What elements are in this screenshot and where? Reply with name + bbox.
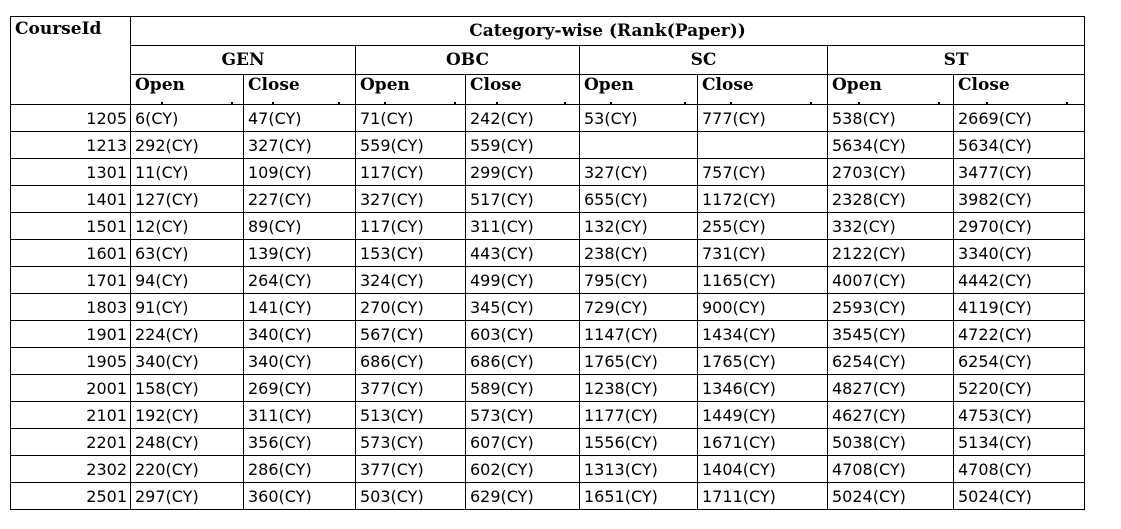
subheader-close: [698, 75, 828, 105]
rank-cell-sc-open: 1556(CY): [580, 429, 698, 456]
rank-cell-gen-open: 340(CY): [131, 348, 244, 375]
subheader-close: [466, 75, 580, 105]
rank-cell-st-open: 2122(CY): [828, 240, 954, 267]
rank-cell-st-open: 3545(CY): [828, 321, 954, 348]
rank-cell-obc-open: 117(CY): [356, 159, 466, 186]
rank-cell-st-open: 5024(CY): [828, 483, 954, 510]
rank-cell-gen-open: 91(CY): [131, 294, 244, 321]
rank-cell-sc-open: 1765(CY): [580, 348, 698, 375]
rank-cell-obc-close: 311(CY): [466, 213, 580, 240]
rank-cell-obc-close: 607(CY): [466, 429, 580, 456]
rank-cell-gen-open: 158(CY): [131, 375, 244, 402]
rank-cell-obc-open: 71(CY): [356, 105, 466, 132]
rank-cell-st-close: 3477(CY): [954, 159, 1085, 186]
rank-cell-sc-open: 1238(CY): [580, 375, 698, 402]
rank-cell-sc-open: 1313(CY): [580, 456, 698, 483]
subheader-close: [244, 75, 356, 105]
rank-cell-gen-close: 340(CY): [244, 348, 356, 375]
table-row: [11, 483, 1085, 510]
rank-cell-obc-open: 270(CY): [356, 294, 466, 321]
rank-cell-obc-open: 377(CY): [356, 456, 466, 483]
rank-cell-st-close: 2669(CY): [954, 105, 1085, 132]
rank-cell-sc-close: 1434(CY): [698, 321, 828, 348]
rank-cell-gen-close: 356(CY): [244, 429, 356, 456]
course-id-cell: 1205: [11, 105, 131, 132]
rank-cell-sc-close: [698, 132, 828, 159]
rank-cell-st-close: 3340(CY): [954, 240, 1085, 267]
rank-cell-sc-close: 731(CY): [698, 240, 828, 267]
table-row: [11, 375, 1085, 402]
table-row: [11, 429, 1085, 456]
rank-cell-sc-open: 1147(CY): [580, 321, 698, 348]
rank-cell-gen-open: 11(CY): [131, 159, 244, 186]
subheader-label: Open: [584, 75, 634, 95]
rank-cell-sc-close: 757(CY): [698, 159, 828, 186]
subheader-label: Close: [470, 75, 522, 95]
rank-cell-obc-close: 589(CY): [466, 375, 580, 402]
rank-cell-st-close: 5134(CY): [954, 429, 1085, 456]
rank-cell-obc-close: 242(CY): [466, 105, 580, 132]
rank-cell-gen-open: 220(CY): [131, 456, 244, 483]
course-id-cell: 1501: [11, 213, 131, 240]
table-row: [11, 456, 1085, 483]
rank-cell-st-close: 5220(CY): [954, 375, 1085, 402]
rank-cell-st-close: 2970(CY): [954, 213, 1085, 240]
document-page: [10, 16, 1085, 510]
rank-cell-gen-close: 311(CY): [244, 402, 356, 429]
rank-cell-sc-open: 327(CY): [580, 159, 698, 186]
table-row: [11, 159, 1085, 186]
rank-cell-obc-close: 517(CY): [466, 186, 580, 213]
rank-cell-st-close: 6254(CY): [954, 348, 1085, 375]
rank-cell-st-close: 4722(CY): [954, 321, 1085, 348]
rank-cell-sc-close: 255(CY): [698, 213, 828, 240]
rank-cell-gen-close: 340(CY): [244, 321, 356, 348]
rank-cell-st-open: 332(CY): [828, 213, 954, 240]
table-row: [11, 132, 1085, 159]
rank-cell-st-open: 4827(CY): [828, 375, 954, 402]
rank-cell-st-close: 4119(CY): [954, 294, 1085, 321]
subheader-label: Close: [958, 75, 1010, 95]
rank-cell-obc-close: 629(CY): [466, 483, 580, 510]
rank-cell-obc-close: 345(CY): [466, 294, 580, 321]
rank-cell-st-close: 4442(CY): [954, 267, 1085, 294]
table-row: [11, 186, 1085, 213]
rank-cell-obc-open: 153(CY): [356, 240, 466, 267]
rank-cell-gen-close: 286(CY): [244, 456, 356, 483]
subheader-open: [828, 75, 954, 105]
rank-cell-st-close: 4753(CY): [954, 402, 1085, 429]
rank-cell-st-open: 2593(CY): [828, 294, 954, 321]
rank-table: [10, 16, 1085, 510]
rank-cell-obc-close: 602(CY): [466, 456, 580, 483]
rank-cell-gen-open: 6(CY): [131, 105, 244, 132]
course-id-cell: 1601: [11, 240, 131, 267]
rank-cell-sc-open: 53(CY): [580, 105, 698, 132]
subheader-label: Close: [248, 75, 300, 95]
category-header-gen: GEN: [131, 46, 356, 75]
rank-cell-obc-close: 499(CY): [466, 267, 580, 294]
rank-cell-st-open: 4708(CY): [828, 456, 954, 483]
rank-cell-sc-close: 900(CY): [698, 294, 828, 321]
rank-cell-sc-open: [580, 132, 698, 159]
rank-cell-gen-close: 269(CY): [244, 375, 356, 402]
courseid-header: CourseId: [11, 17, 131, 105]
rank-cell-obc-open: 573(CY): [356, 429, 466, 456]
table-row: [11, 105, 1085, 132]
course-id-cell: 1213: [11, 132, 131, 159]
rank-cell-gen-close: 139(CY): [244, 240, 356, 267]
rank-cell-obc-open: 686(CY): [356, 348, 466, 375]
rank-cell-st-close: 5634(CY): [954, 132, 1085, 159]
course-id-cell: 2201: [11, 429, 131, 456]
subheader-close: [954, 75, 1085, 105]
subheader-label: Close: [702, 75, 754, 95]
category-group-header: Category-wise (Rank(Paper)): [131, 17, 1085, 46]
rank-cell-sc-open: 1177(CY): [580, 402, 698, 429]
rank-cell-gen-close: 264(CY): [244, 267, 356, 294]
rank-cell-gen-open: 224(CY): [131, 321, 244, 348]
table-row: [11, 294, 1085, 321]
course-id-cell: 2001: [11, 375, 131, 402]
subheader-open: [580, 75, 698, 105]
rank-cell-sc-close: 1711(CY): [698, 483, 828, 510]
course-id-cell: 1905: [11, 348, 131, 375]
rank-cell-sc-close: 777(CY): [698, 105, 828, 132]
table-row: [11, 321, 1085, 348]
header-row-open-close: [11, 75, 1085, 105]
rank-cell-st-open: 4007(CY): [828, 267, 954, 294]
rank-cell-gen-close: 109(CY): [244, 159, 356, 186]
table-row: [11, 267, 1085, 294]
course-id-cell: 1301: [11, 159, 131, 186]
table-row: [11, 213, 1085, 240]
rank-cell-sc-close: 1449(CY): [698, 402, 828, 429]
rank-cell-gen-open: 192(CY): [131, 402, 244, 429]
table-row: [11, 348, 1085, 375]
rank-cell-obc-close: 443(CY): [466, 240, 580, 267]
rank-cell-gen-open: 12(CY): [131, 213, 244, 240]
table-row: [11, 240, 1085, 267]
rank-cell-gen-open: 292(CY): [131, 132, 244, 159]
rank-cell-obc-open: 567(CY): [356, 321, 466, 348]
rank-cell-gen-open: 127(CY): [131, 186, 244, 213]
rank-cell-sc-open: 238(CY): [580, 240, 698, 267]
table-row: [11, 402, 1085, 429]
rank-cell-st-open: 5038(CY): [828, 429, 954, 456]
subheader-label: Open: [135, 75, 185, 95]
rank-cell-gen-close: 327(CY): [244, 132, 356, 159]
course-id-cell: 1803: [11, 294, 131, 321]
rank-cell-obc-open: 327(CY): [356, 186, 466, 213]
rank-cell-obc-close: 686(CY): [466, 348, 580, 375]
rank-cell-st-close: 5024(CY): [954, 483, 1085, 510]
rank-cell-sc-open: 1651(CY): [580, 483, 698, 510]
course-id-cell: 1701: [11, 267, 131, 294]
rank-cell-gen-open: 297(CY): [131, 483, 244, 510]
category-header-sc: SC: [580, 46, 828, 75]
subheader-open: [356, 75, 466, 105]
rank-cell-st-open: 2328(CY): [828, 186, 954, 213]
rank-cell-gen-close: 89(CY): [244, 213, 356, 240]
rank-cell-st-open: 4627(CY): [828, 402, 954, 429]
course-id-cell: 2501: [11, 483, 131, 510]
rank-cell-gen-open: 63(CY): [131, 240, 244, 267]
rank-cell-gen-close: 360(CY): [244, 483, 356, 510]
rank-cell-obc-open: 377(CY): [356, 375, 466, 402]
rank-cell-sc-close: 1671(CY): [698, 429, 828, 456]
rank-cell-st-open: 6254(CY): [828, 348, 954, 375]
category-header-obc: OBC: [356, 46, 580, 75]
rank-cell-obc-open: 117(CY): [356, 213, 466, 240]
rank-cell-sc-close: 1404(CY): [698, 456, 828, 483]
rank-cell-gen-close: 141(CY): [244, 294, 356, 321]
rank-cell-st-open: 2703(CY): [828, 159, 954, 186]
rank-cell-st-open: 5634(CY): [828, 132, 954, 159]
course-id-cell: 2101: [11, 402, 131, 429]
header-row-group: [11, 17, 1085, 46]
course-id-cell: 1401: [11, 186, 131, 213]
rank-cell-sc-open: 795(CY): [580, 267, 698, 294]
subheader-open: [131, 75, 244, 105]
rank-cell-sc-close: 1346(CY): [698, 375, 828, 402]
subheader-label: Open: [360, 75, 410, 95]
rank-cell-gen-close: 227(CY): [244, 186, 356, 213]
subheader-label: Open: [832, 75, 882, 95]
rank-cell-obc-close: 559(CY): [466, 132, 580, 159]
rank-cell-obc-close: 299(CY): [466, 159, 580, 186]
rank-cell-gen-open: 248(CY): [131, 429, 244, 456]
rank-cell-obc-open: 324(CY): [356, 267, 466, 294]
rank-cell-sc-open: 655(CY): [580, 186, 698, 213]
rank-cell-gen-close: 47(CY): [244, 105, 356, 132]
category-header-st: ST: [828, 46, 1085, 75]
rank-cell-obc-close: 603(CY): [466, 321, 580, 348]
course-id-cell: 2302: [11, 456, 131, 483]
rank-cell-sc-open: 132(CY): [580, 213, 698, 240]
rank-cell-sc-close: 1765(CY): [698, 348, 828, 375]
rank-cell-sc-open: 729(CY): [580, 294, 698, 321]
rank-cell-obc-open: 513(CY): [356, 402, 466, 429]
rank-cell-st-open: 538(CY): [828, 105, 954, 132]
rank-cell-gen-open: 94(CY): [131, 267, 244, 294]
course-id-cell: 1901: [11, 321, 131, 348]
rank-cell-obc-open: 503(CY): [356, 483, 466, 510]
header-row-categories: [11, 46, 1085, 75]
rank-cell-obc-close: 573(CY): [466, 402, 580, 429]
rank-cell-st-close: 3982(CY): [954, 186, 1085, 213]
rank-cell-sc-close: 1172(CY): [698, 186, 828, 213]
rank-cell-sc-close: 1165(CY): [698, 267, 828, 294]
rank-cell-st-close: 4708(CY): [954, 456, 1085, 483]
rank-cell-obc-open: 559(CY): [356, 132, 466, 159]
